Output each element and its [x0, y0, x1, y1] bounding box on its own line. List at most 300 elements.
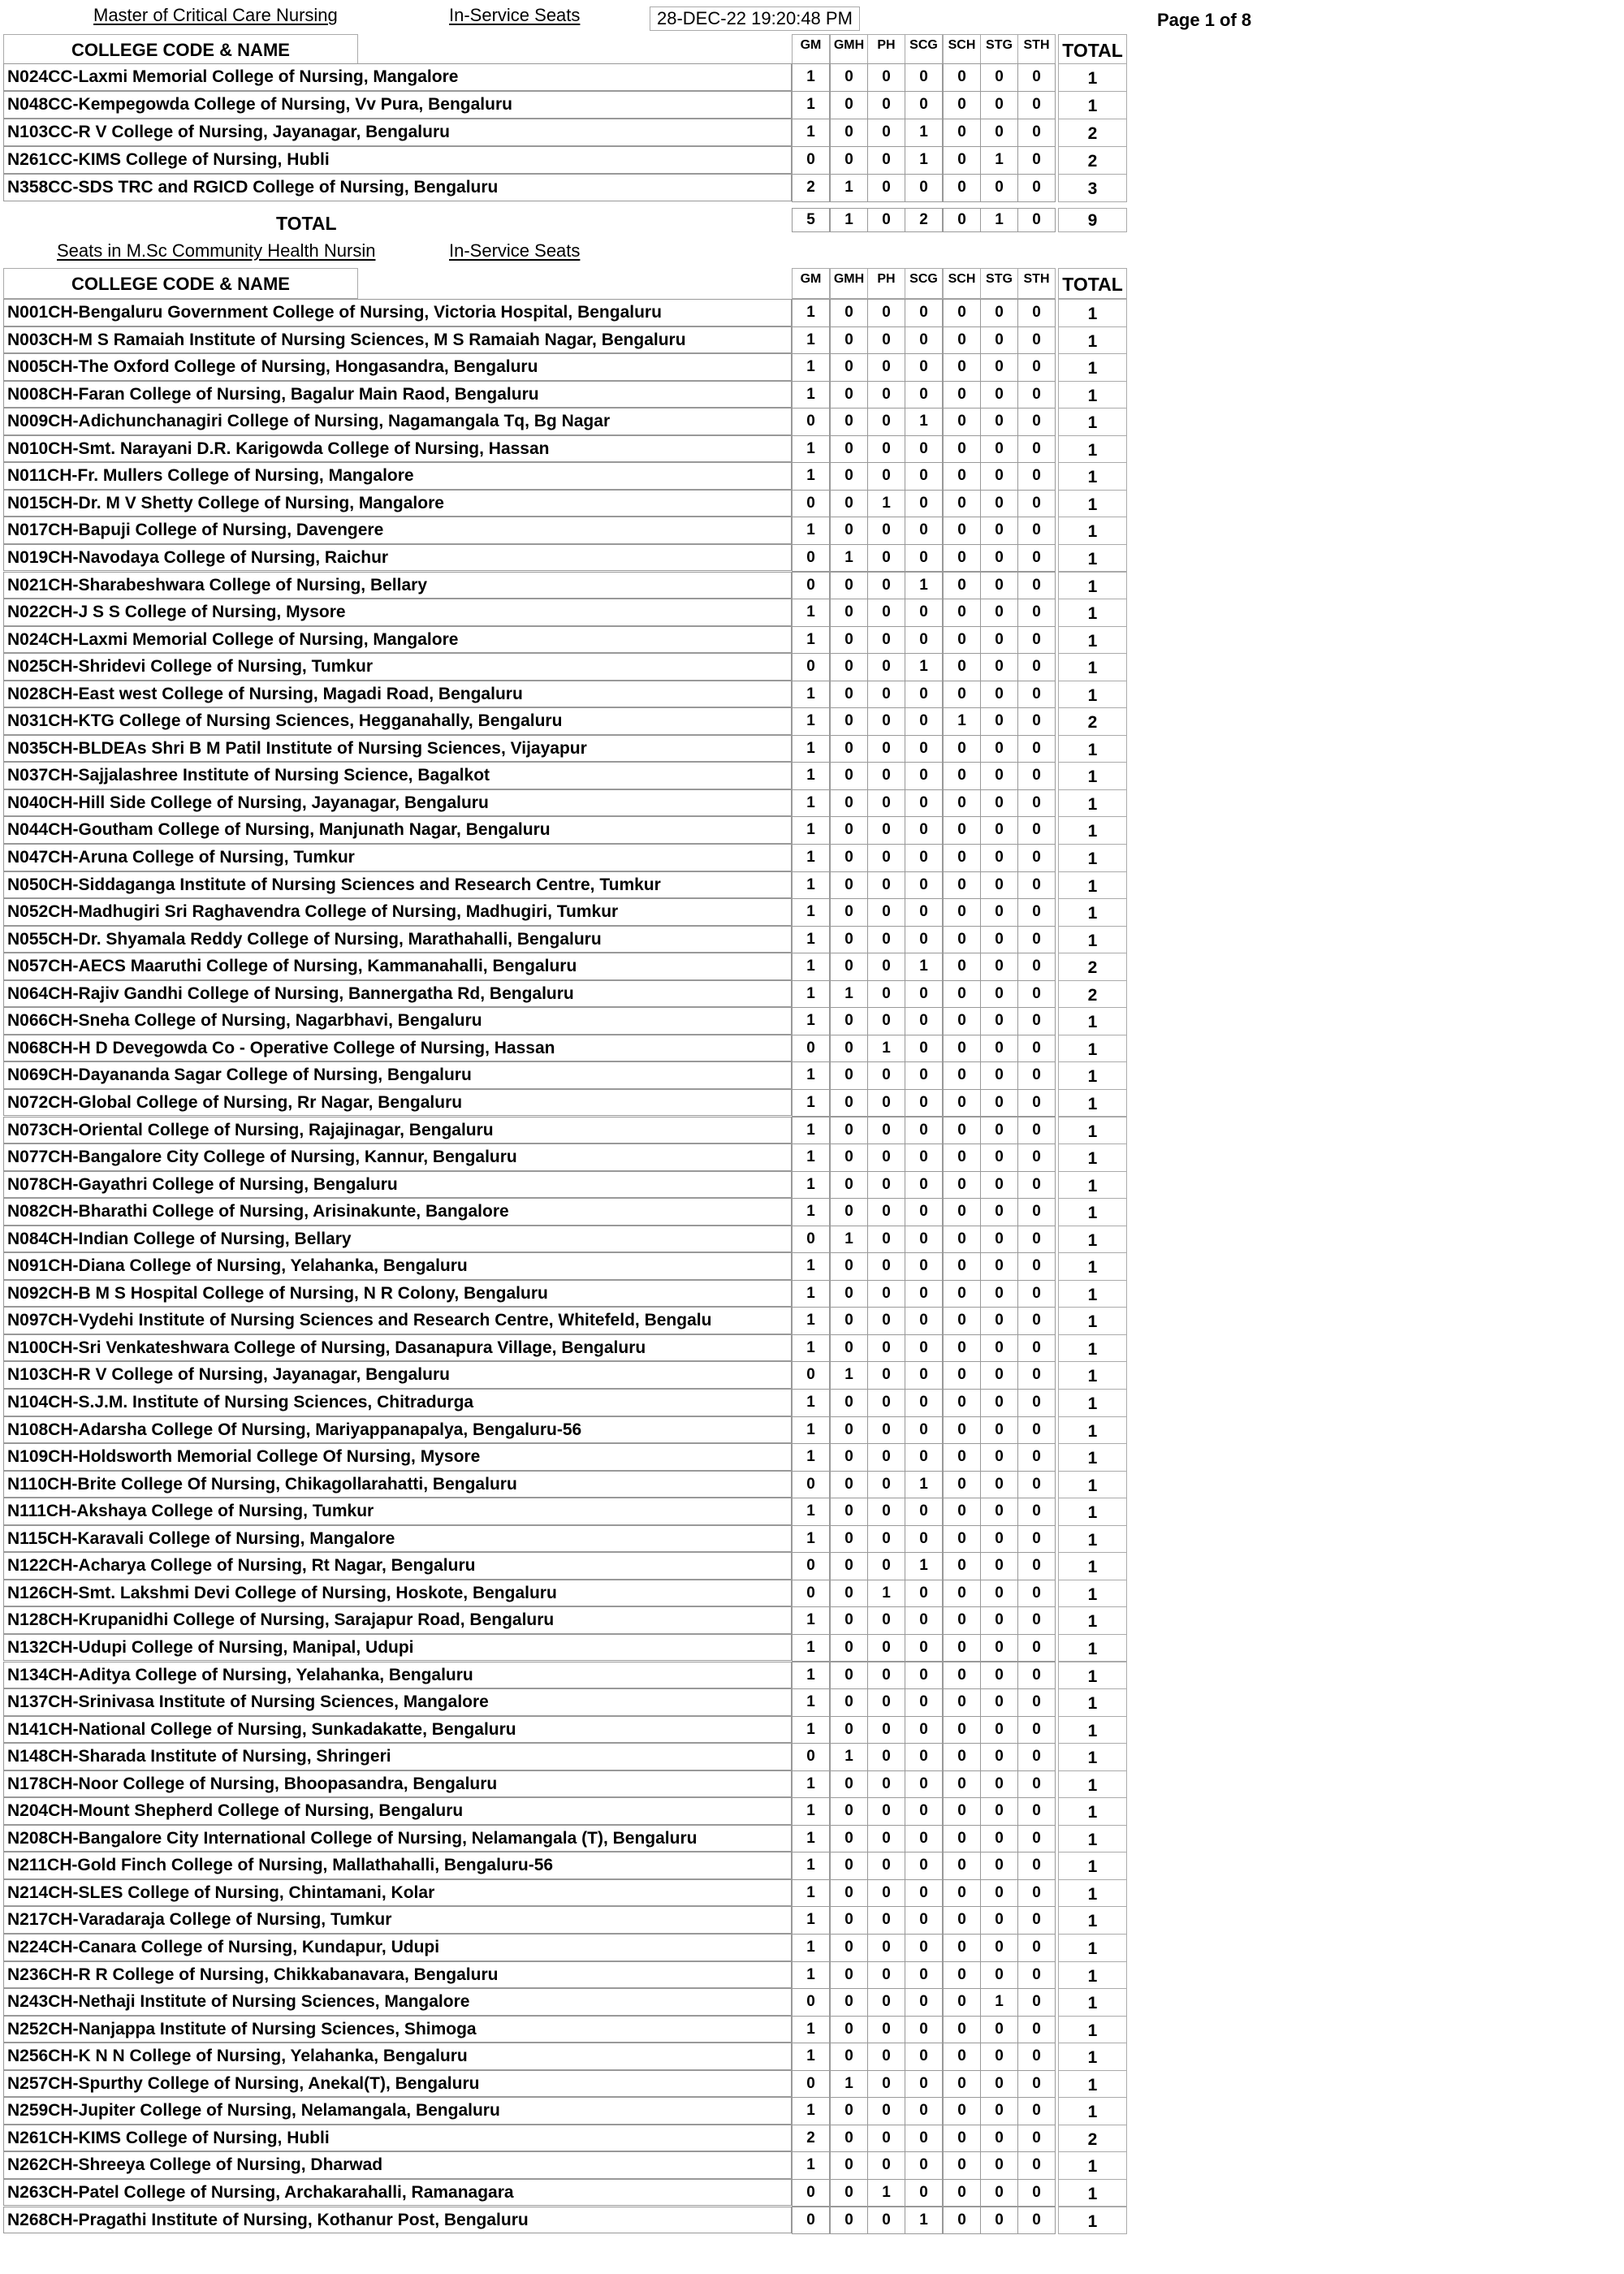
cell-gm: 1 [792, 2151, 830, 2180]
table-row-name: N035CH-BLDEAs Shri B M Patil Institute of Nursing Sciences, Vijayapur [3, 735, 792, 763]
cell-total: 1 [1058, 2070, 1127, 2099]
cell-sch: 0 [943, 544, 981, 573]
cell-sch: 0 [943, 119, 981, 147]
cell-gmh: 0 [830, 119, 868, 147]
cell-gm: 1 [792, 91, 830, 119]
cell-gm: 1 [792, 844, 830, 872]
cell-scg: 0 [905, 1852, 943, 1880]
cell-gmh: 1 [830, 980, 868, 1009]
cell-scg: 0 [905, 299, 943, 327]
cell-total: 1 [1058, 681, 1127, 709]
cell-stg: 0 [980, 1334, 1018, 1363]
cell-stg: 0 [980, 1770, 1018, 1799]
cell-ph: 0 [867, 1007, 905, 1035]
cell-scg: 0 [905, 1797, 943, 1826]
cell-ph: 0 [867, 1606, 905, 1635]
cell-total: 1 [1058, 353, 1127, 382]
cell-ph: 0 [867, 2125, 905, 2153]
cell-ph: 0 [867, 1961, 905, 1990]
table-row-name: N068CH-H D Devegowda Co - Operative College of Nursing, Hassan [3, 1035, 792, 1062]
cell-stg: 0 [980, 544, 1018, 573]
table-row-name: N097CH-Vydehi Institute of Nursing Sciences and Research Centre, Whitefeld, Bengalu [3, 1307, 792, 1334]
column-header-gmh: GMH [830, 268, 868, 299]
cell-gm: 1 [792, 1443, 830, 1472]
cell-total: 1 [1058, 435, 1127, 464]
cell-gmh: 1 [830, 174, 868, 202]
cell-total: 1 [1058, 2043, 1127, 2071]
cell-stg: 0 [980, 1280, 1018, 1308]
cell-sth: 0 [1017, 1770, 1056, 1799]
cell-ph: 0 [867, 762, 905, 790]
cell-ph: 0 [867, 898, 905, 927]
cell-sth: 0 [1017, 1061, 1056, 1090]
cell-gmh: 0 [830, 1334, 868, 1363]
cell-gmh: 0 [830, 1852, 868, 1880]
section2-subtitle: In-Service Seats [449, 240, 581, 261]
cell-sch: 0 [943, 2179, 981, 2207]
column-header-scg: SCG [905, 268, 943, 299]
cell-gmh: 0 [830, 1171, 868, 1200]
cell-total: 1 [1058, 2207, 1127, 2235]
cell-stg: 0 [980, 2151, 1018, 2180]
cell-ph: 0 [867, 1988, 905, 2017]
cell-total: 1 [1058, 1252, 1127, 1281]
cell-sch: 0 [943, 1879, 981, 1908]
cell-gmh: 0 [830, 1906, 868, 1935]
cell-ph: 0 [867, 517, 905, 545]
cell-gm: 1 [792, 871, 830, 900]
cell-scg: 1 [905, 653, 943, 681]
column-header-total: TOTAL [1058, 268, 1127, 299]
column-header-stg: STG [980, 268, 1018, 299]
cell-sch: 0 [943, 1688, 981, 1717]
cell-scg: 1 [905, 408, 943, 436]
cell-ph: 0 [867, 707, 905, 736]
cell-sch: 0 [943, 1934, 981, 1962]
cell-stg: 0 [980, 1471, 1018, 1499]
cell-sth: 0 [1017, 816, 1056, 845]
cell-gmh: 0 [830, 953, 868, 981]
cell-stg: 0 [980, 1171, 1018, 1200]
cell-stg: 0 [980, 2125, 1018, 2153]
cell-total: 1 [1058, 1171, 1127, 1200]
cell-stg: 0 [980, 1879, 1018, 1908]
cell-ph: 0 [867, 1089, 905, 1118]
total-ph: 0 [867, 208, 905, 232]
table-row-name: N057CH-AECS Maaruthi College of Nursing, Kammanahalli, Bengaluru [3, 953, 792, 980]
cell-ph: 1 [867, 2179, 905, 2207]
cell-gm: 1 [792, 1117, 830, 1145]
cell-scg: 0 [905, 63, 943, 92]
cell-sth: 0 [1017, 871, 1056, 900]
cell-sch: 0 [943, 91, 981, 119]
cell-scg: 0 [905, 1988, 943, 2017]
cell-gmh: 0 [830, 1416, 868, 1445]
cell-sth: 0 [1017, 1416, 1056, 1445]
cell-sch: 0 [943, 326, 981, 355]
cell-gm: 1 [792, 2016, 830, 2044]
cell-stg: 0 [980, 1852, 1018, 1880]
cell-stg: 0 [980, 1498, 1018, 1526]
cell-sth: 0 [1017, 1634, 1056, 1662]
cell-sch: 0 [943, 980, 981, 1009]
cell-sth: 0 [1017, 1280, 1056, 1308]
cell-stg: 0 [980, 1525, 1018, 1554]
cell-sth: 0 [1017, 2097, 1056, 2125]
cell-total: 1 [1058, 1198, 1127, 1226]
cell-sch: 0 [943, 1552, 981, 1580]
cell-scg: 0 [905, 544, 943, 573]
cell-gmh: 0 [830, 63, 868, 92]
cell-gm: 1 [792, 1606, 830, 1635]
cell-stg: 0 [980, 653, 1018, 681]
cell-stg: 0 [980, 1226, 1018, 1254]
table-row-name: N141CH-National College of Nursing, Sunkadakatte, Bengaluru [3, 1716, 792, 1744]
cell-gm: 1 [792, 1662, 830, 1690]
cell-stg: 0 [980, 898, 1018, 927]
cell-scg: 0 [905, 599, 943, 627]
table-row-name: N031CH-KTG College of Nursing Sciences, Hegganahally, Bengaluru [3, 707, 792, 735]
cell-sth: 0 [1017, 1662, 1056, 1690]
cell-sth: 0 [1017, 462, 1056, 491]
cell-total: 3 [1058, 174, 1127, 202]
cell-sch: 0 [943, 1143, 981, 1172]
cell-stg: 0 [980, 1688, 1018, 1717]
cell-ph: 0 [867, 1334, 905, 1363]
column-header-sch: SCH [943, 34, 981, 64]
table-row-name: N204CH-Mount Shepherd College of Nursing, Bengaluru [3, 1797, 792, 1825]
table-row-name: N066CH-Sneha College of Nursing, Nagarbhavi, Bengaluru [3, 1007, 792, 1035]
cell-stg: 0 [980, 353, 1018, 382]
cell-sth: 0 [1017, 926, 1056, 954]
column-header-college: COLLEGE CODE & NAME [3, 34, 358, 64]
column-header-college: COLLEGE CODE & NAME [3, 268, 358, 299]
cell-sch: 0 [943, 381, 981, 409]
cell-gmh: 0 [830, 707, 868, 736]
cell-total: 1 [1058, 626, 1127, 655]
cell-scg: 0 [905, 898, 943, 927]
cell-gm: 1 [792, 1797, 830, 1826]
table-row-name: N017CH-Bapuji College of Nursing, Davengere [3, 517, 792, 544]
cell-stg: 0 [980, 1606, 1018, 1635]
cell-gmh: 1 [830, 1226, 868, 1254]
cell-stg: 0 [980, 1198, 1018, 1226]
cell-sth: 0 [1017, 2043, 1056, 2071]
cell-total: 1 [1058, 2097, 1127, 2125]
cell-total: 1 [1058, 1552, 1127, 1580]
cell-gmh: 0 [830, 2151, 868, 2180]
cell-ph: 0 [867, 63, 905, 92]
cell-scg: 0 [905, 2151, 943, 2180]
cell-gmh: 0 [830, 1688, 868, 1717]
cell-gm: 1 [792, 2043, 830, 2071]
cell-gm: 2 [792, 174, 830, 202]
cell-gm: 1 [792, 1416, 830, 1445]
cell-sch: 0 [943, 1662, 981, 1690]
table-row-name: N084CH-Indian College of Nursing, Bellary [3, 1226, 792, 1253]
table-row-name: N092CH-B M S Hospital College of Nursing, N R Colony, Bengaluru [3, 1280, 792, 1308]
cell-gm: 0 [792, 1361, 830, 1390]
table-row-name: N257CH-Spurthy College of Nursing, Anekal(T), Bengaluru [3, 2070, 792, 2098]
cell-sth: 0 [1017, 1089, 1056, 1118]
cell-scg: 0 [905, 91, 943, 119]
cell-sch: 0 [943, 1471, 981, 1499]
cell-total: 1 [1058, 63, 1127, 92]
cell-sch: 0 [943, 572, 981, 600]
cell-scg: 1 [905, 2207, 943, 2235]
cell-scg: 0 [905, 1226, 943, 1254]
total-stg: 1 [980, 208, 1018, 232]
cell-sch: 0 [943, 926, 981, 954]
cell-stg: 0 [980, 844, 1018, 872]
column-header-sth: STH [1017, 34, 1056, 64]
table-row-name: N263CH-Patel College of Nursing, Archakarahalli, Ramanagara [3, 2179, 792, 2207]
cell-scg: 0 [905, 353, 943, 382]
cell-total: 1 [1058, 408, 1127, 436]
cell-sch: 0 [943, 1525, 981, 1554]
table-row-name: N104CH-S.J.M. Institute of Nursing Sciences, Chitradurga [3, 1389, 792, 1416]
table-row-name: N028CH-East west College of Nursing, Magadi Road, Bengaluru [3, 681, 792, 708]
cell-stg: 1 [980, 1988, 1018, 2017]
cell-sth: 0 [1017, 1606, 1056, 1635]
table-row-name: N037CH-Sajjalashree Institute of Nursing Science, Bagalkot [3, 762, 792, 789]
cell-sth: 0 [1017, 146, 1056, 175]
cell-scg: 0 [905, 1770, 943, 1799]
cell-stg: 0 [980, 1416, 1018, 1445]
cell-total: 1 [1058, 326, 1127, 355]
cell-total: 1 [1058, 1797, 1127, 1826]
cell-ph: 0 [867, 844, 905, 872]
cell-sch: 0 [943, 953, 981, 981]
table-row-name: N132CH-Udupi College of Nursing, Manipal, Udupi [3, 1634, 792, 1662]
cell-total: 1 [1058, 2016, 1127, 2044]
cell-total: 1 [1058, 1471, 1127, 1499]
cell-sth: 0 [1017, 572, 1056, 600]
cell-scg: 1 [905, 146, 943, 175]
table-row-name: N047CH-Aruna College of Nursing, Tumkur [3, 844, 792, 871]
cell-stg: 0 [980, 1252, 1018, 1281]
cell-gmh: 0 [830, 1552, 868, 1580]
cell-gmh: 0 [830, 1117, 868, 1145]
cell-gm: 1 [792, 762, 830, 790]
cell-sth: 0 [1017, 1525, 1056, 1554]
cell-stg: 0 [980, 980, 1018, 1009]
cell-stg: 0 [980, 1906, 1018, 1935]
cell-total: 1 [1058, 1634, 1127, 1662]
cell-sth: 0 [1017, 1825, 1056, 1853]
cell-gm: 0 [792, 1035, 830, 1063]
cell-scg: 0 [905, 1307, 943, 1335]
cell-stg: 0 [980, 435, 1018, 464]
cell-stg: 0 [980, 1825, 1018, 1853]
cell-stg: 0 [980, 1389, 1018, 1417]
cell-gmh: 0 [830, 1498, 868, 1526]
cell-stg: 0 [980, 2097, 1018, 2125]
cell-gmh: 0 [830, 871, 868, 900]
cell-gm: 0 [792, 2070, 830, 2099]
cell-total: 1 [1058, 572, 1127, 600]
cell-total: 1 [1058, 299, 1127, 327]
cell-stg: 0 [980, 2179, 1018, 2207]
cell-gmh: 1 [830, 544, 868, 573]
table-row-name: N048CC-Kempegowda College of Nursing, Vv Pura, Bengaluru [3, 91, 792, 119]
table-row-name: N214CH-SLES College of Nursing, Chintamani, Kolar [3, 1879, 792, 1907]
cell-sch: 0 [943, 490, 981, 518]
cell-sth: 0 [1017, 1143, 1056, 1172]
cell-stg: 0 [980, 707, 1018, 736]
cell-sch: 0 [943, 1061, 981, 1090]
cell-total: 1 [1058, 1416, 1127, 1445]
cell-gmh: 0 [830, 462, 868, 491]
cell-total: 1 [1058, 816, 1127, 845]
table-row-name: N103CH-R V College of Nursing, Jayanagar, Bengaluru [3, 1361, 792, 1389]
cell-gmh: 0 [830, 1007, 868, 1035]
cell-gm: 1 [792, 1143, 830, 1172]
cell-gm: 0 [792, 1988, 830, 2017]
table-row-name: N055CH-Dr. Shyamala Reddy College of Nursing, Marathahalli, Bengaluru [3, 926, 792, 953]
cell-total: 1 [1058, 1662, 1127, 1690]
cell-sch: 0 [943, 762, 981, 790]
cell-ph: 0 [867, 626, 905, 655]
cell-total: 1 [1058, 762, 1127, 790]
cell-ph: 1 [867, 1035, 905, 1063]
cell-ph: 0 [867, 2097, 905, 2125]
cell-scg: 0 [905, 1934, 943, 1962]
table-row-name: N358CC-SDS TRC and RGICD College of Nursing, Bengaluru [3, 174, 792, 201]
cell-ph: 0 [867, 1307, 905, 1335]
cell-total: 1 [1058, 1361, 1127, 1390]
column-header-scg: SCG [905, 34, 943, 64]
cell-gmh: 0 [830, 599, 868, 627]
cell-ph: 0 [867, 174, 905, 202]
cell-gm: 1 [792, 1961, 830, 1990]
cell-scg: 0 [905, 1825, 943, 1853]
cell-sth: 0 [1017, 2016, 1056, 2044]
cell-ph: 0 [867, 91, 905, 119]
cell-sth: 0 [1017, 91, 1056, 119]
cell-scg: 0 [905, 517, 943, 545]
cell-sch: 0 [943, 1007, 981, 1035]
cell-gm: 0 [792, 1552, 830, 1580]
cell-gmh: 0 [830, 1580, 868, 1608]
cell-sch: 0 [943, 1089, 981, 1118]
cell-ph: 1 [867, 490, 905, 518]
cell-sth: 0 [1017, 544, 1056, 573]
cell-stg: 0 [980, 381, 1018, 409]
cell-gmh: 0 [830, 1606, 868, 1635]
cell-sth: 0 [1017, 1552, 1056, 1580]
table-row-name: N126CH-Smt. Lakshmi Devi College of Nursing, Hoskote, Bengaluru [3, 1580, 792, 1607]
cell-ph: 0 [867, 1443, 905, 1472]
cell-gmh: 0 [830, 1797, 868, 1826]
cell-sch: 0 [943, 1906, 981, 1935]
cell-sch: 0 [943, 1852, 981, 1880]
cell-gmh: 0 [830, 2016, 868, 2044]
table-row-name: N072CH-Global College of Nursing, Rr Nagar, Bengaluru [3, 1089, 792, 1117]
cell-stg: 0 [980, 91, 1018, 119]
cell-gmh: 1 [830, 1361, 868, 1390]
table-row-name: N236CH-R R College of Nursing, Chikkabanavara, Bengaluru [3, 1961, 792, 1989]
cell-gm: 1 [792, 1770, 830, 1799]
cell-sth: 0 [1017, 2207, 1056, 2235]
cell-sch: 0 [943, 299, 981, 327]
cell-gmh: 0 [830, 572, 868, 600]
column-header-sth: STH [1017, 268, 1056, 299]
table-row-name: N091CH-Diana College of Nursing, Yelahanka, Bengaluru [3, 1252, 792, 1280]
cell-total: 1 [1058, 599, 1127, 627]
cell-ph: 0 [867, 408, 905, 436]
cell-gm: 1 [792, 626, 830, 655]
cell-gmh: 0 [830, 2043, 868, 2071]
cell-gmh: 0 [830, 762, 868, 790]
section2-title: Seats in M.Sc Community Health Nursin [57, 240, 376, 261]
cell-sth: 0 [1017, 898, 1056, 927]
cell-scg: 0 [905, 490, 943, 518]
cell-sch: 0 [943, 1606, 981, 1635]
cell-gmh: 1 [830, 2070, 868, 2099]
cell-ph: 0 [867, 926, 905, 954]
cell-ph: 0 [867, 653, 905, 681]
table-row-name: N148CH-Sharada Institute of Nursing, Shringeri [3, 1743, 792, 1770]
cell-ph: 0 [867, 299, 905, 327]
cell-scg: 0 [905, 1280, 943, 1308]
cell-gmh: 0 [830, 1389, 868, 1417]
cell-ph: 0 [867, 326, 905, 355]
cell-gm: 1 [792, 1825, 830, 1853]
table-row-name: N005CH-The Oxford College of Nursing, Hongasandra, Bengaluru [3, 353, 792, 381]
cell-ph: 0 [867, 544, 905, 573]
table-row-name: N262CH-Shreeya College of Nursing, Dharwad [3, 2151, 792, 2179]
cell-ph: 0 [867, 381, 905, 409]
table-row-name: N078CH-Gayathri College of Nursing, Bengaluru [3, 1171, 792, 1199]
cell-gm: 1 [792, 1389, 830, 1417]
cell-stg: 0 [980, 1061, 1018, 1090]
cell-stg: 0 [980, 1580, 1018, 1608]
cell-ph: 0 [867, 1552, 905, 1580]
cell-gm: 0 [792, 653, 830, 681]
cell-gmh: 0 [830, 2097, 868, 2125]
table-row-name: N010CH-Smt. Narayani D.R. Karigowda College of Nursing, Hassan [3, 435, 792, 463]
column-header-ph: PH [867, 268, 905, 299]
cell-gm: 0 [792, 1226, 830, 1254]
cell-gm: 1 [792, 1171, 830, 1200]
table-row-name: N019CH-Navodaya College of Nursing, Raichur [3, 544, 792, 572]
cell-scg: 0 [905, 681, 943, 709]
cell-ph: 1 [867, 1580, 905, 1608]
cell-ph: 0 [867, 1280, 905, 1308]
cell-stg: 0 [980, 926, 1018, 954]
cell-sch: 0 [943, 681, 981, 709]
cell-total: 2 [1058, 980, 1127, 1009]
cell-scg: 1 [905, 1552, 943, 1580]
cell-sch: 0 [943, 653, 981, 681]
cell-gmh: 0 [830, 1252, 868, 1281]
cell-gmh: 0 [830, 735, 868, 763]
cell-scg: 0 [905, 1143, 943, 1172]
cell-gm: 0 [792, 490, 830, 518]
cell-total: 1 [1058, 1743, 1127, 1771]
cell-total: 1 [1058, 735, 1127, 763]
cell-ph: 0 [867, 980, 905, 1009]
cell-gm: 1 [792, 953, 830, 981]
cell-sch: 0 [943, 1770, 981, 1799]
cell-stg: 0 [980, 2043, 1018, 2071]
cell-gmh: 0 [830, 653, 868, 681]
cell-ph: 0 [867, 1934, 905, 1962]
cell-ph: 0 [867, 2016, 905, 2044]
cell-sch: 0 [943, 435, 981, 464]
cell-scg: 0 [905, 844, 943, 872]
